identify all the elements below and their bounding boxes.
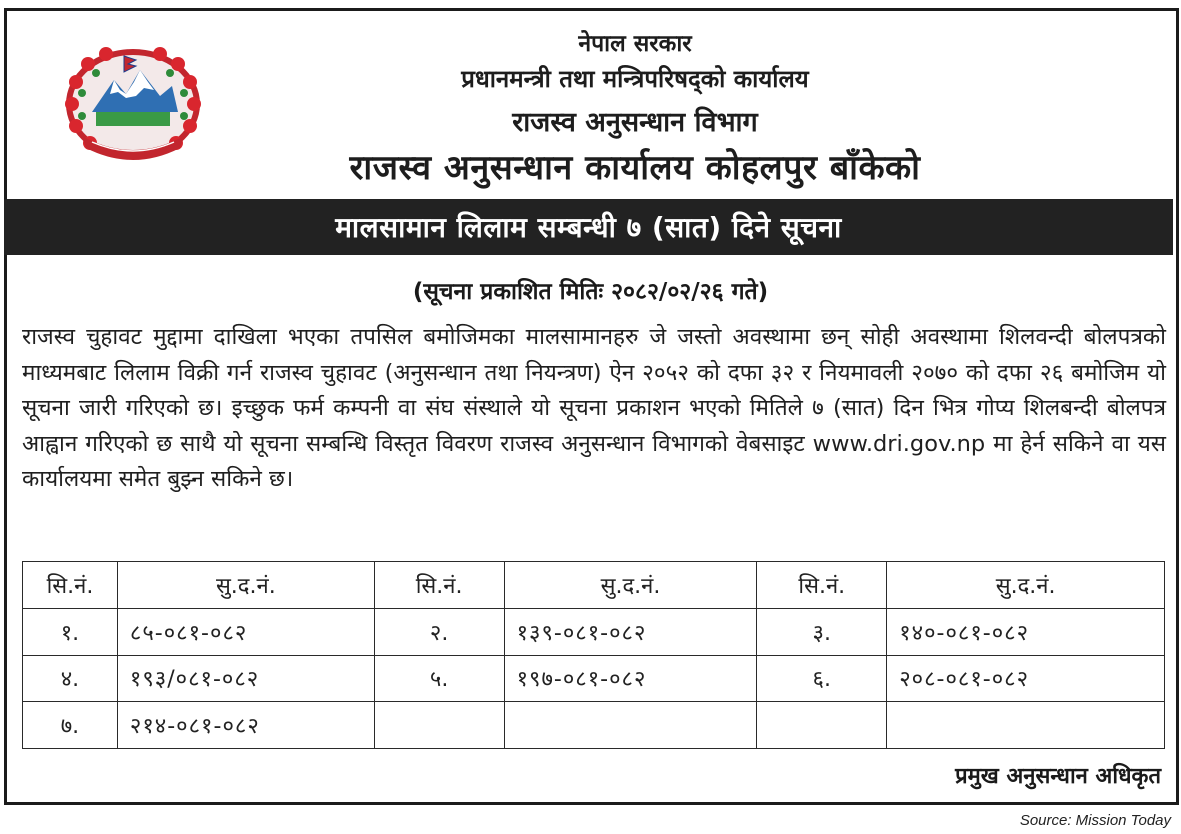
serial-number-cell: ३. — [757, 608, 887, 655]
table-row — [23, 702, 1165, 749]
column-header-case: सु.द.नं. — [887, 562, 1165, 609]
nepal-emblem-logo — [62, 46, 204, 162]
serial-number-cell: ७. — [23, 702, 118, 749]
serial-number-cell: २. — [374, 608, 504, 655]
signatory-title: प्रमुख अनुसन्धान अधिकृत — [955, 764, 1161, 789]
case-number-cell: १९३/०८१-०८२ — [117, 655, 374, 702]
case-number-cell: १४०-०८१-०८२ — [887, 608, 1165, 655]
column-header-case: सु.द.नं. — [117, 562, 374, 609]
case-number-cell: ८५-०८१-०८२ — [117, 608, 374, 655]
serial-number-cell — [374, 702, 504, 749]
column-header-sn: सि.नं. — [23, 562, 118, 609]
column-header-sn: सि.नं. — [757, 562, 887, 609]
case-number-cell: २०८-०८१-०८२ — [887, 655, 1165, 702]
case-number-cell: २१४-०८१-०८२ — [117, 702, 374, 749]
case-table — [22, 561, 1165, 749]
case-number-cell: १३९-०८१-०८२ — [504, 608, 757, 655]
column-header-case: सु.द.नं. — [504, 562, 757, 609]
notice-title: मालसामान लिलाम सम्बन्धी ७ (सात) दिने सूचना — [335, 211, 842, 244]
header-government: नेपाल सरकार — [578, 31, 692, 57]
serial-number-cell — [757, 702, 887, 749]
header-department: राजस्व अनुसन्धान विभाग — [512, 107, 758, 138]
serial-number-cell: १. — [23, 608, 118, 655]
header-office-name: राजस्व अनुसन्धान कार्यालय कोहलपुर बाँकेको — [349, 148, 921, 188]
serial-number-cell: ५. — [374, 655, 504, 702]
source-credit: Source: Mission Today — [1019, 812, 1171, 829]
column-header-sn: सि.नं. — [374, 562, 504, 609]
serial-number-cell: ४. — [23, 655, 118, 702]
serial-number-cell: ६. — [757, 655, 887, 702]
notice-body: राजस्व चुहावट मुद्दामा दाखिला भएका तपसिल बमोजिमका मालसामानहरु जे जस्तो अवस्थामा छन् सोही अवस्थामा शिलवन्दी बोलपत्रको माध्यमबाट लिलाम विक्री गर्न राजस्व चुहावट (अनुसन्धान तथा नियन्त्रण) ऐन २०५२ को दफा ३२ र नियमावली २०७० को दफा २६ बमोजिम यो सूचना जारी गरिएको छ। इच्छुक फर्म कम्पनी वा संघ संस्थाले यो सूचना प्रकाशन भएको मितिले ७ (सात) दिन भित्र गोप्य शिलबन्दी बोलपत्र आह्वान गरिएको छ साथै यो सूचना सम्बन्धि विस्तृत विवरण राजस्व अनुसन्धान विभागको वेबसाइट www.dri.gov.np मा हेर्न सकिने वा यस कार्यालयमा समेत बुझ्न सकिने छ। — [22, 324, 1166, 492]
case-number-cell: १९७-०८१-०८२ — [504, 655, 757, 702]
table-header-row — [23, 562, 1165, 609]
case-number-cell — [887, 702, 1165, 749]
notice-title-banner — [4, 199, 1173, 255]
header-office-pm: प्रधानमन्त्री तथा मन्त्रिपरिषद्को कार्यालय — [461, 65, 809, 93]
publish-date: (सूचना प्रकाशित मितिः २०८२/०२/२६ गते) — [412, 279, 769, 305]
case-number-cell — [504, 702, 757, 749]
table-row — [23, 608, 1165, 655]
table-row — [23, 655, 1165, 702]
